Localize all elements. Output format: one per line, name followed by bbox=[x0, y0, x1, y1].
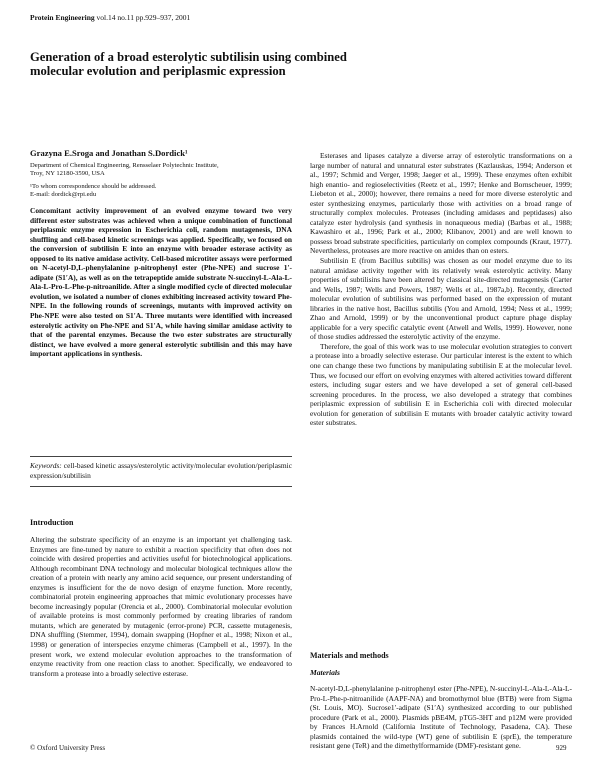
publisher-footer: © Oxford University Press bbox=[30, 744, 106, 752]
correspondence-note bbox=[30, 183, 156, 200]
right-paragraph-1: Esterases and lipases catalyze a diverse array of esterolytic transformations on a large number of natural and unnatural ester substrates (Kazlauskas, 1994; Anderson et al., 1997; Schmid and Verger, 1998; Jaeger et al., 1999). These enzymes often exhibit high enantio- and regioselectivities (Reetz et al., 1997; Henke and Bornscheuer, 1999; Liebeton et al., 2000); however, there remains a need for more diverse esterolytic and ester synthesizing enzymes, particularly those with activities on a broad range of structurally complex molecules. Proteases (including amidases and peptidases) also catalyze ester hydrolysis (and synthesis in nonaqueous media) (Barbas et al., 1988; Kawashiro et al., 1996; Park et al., 2000; Klibanov, 2001) and are well known to possess broad substrate specificities, particularly on complex compounds (Kraut, 1977). Nevertheless, proteases are more reactive on amides than on esters. bbox=[310, 151, 572, 256]
authors: Grazyna E.Sroga and Jonathan S.Dordick¹ bbox=[30, 148, 188, 158]
page-number: 929 bbox=[556, 744, 567, 752]
right-column bbox=[310, 151, 572, 428]
abstract: Concomitant activity improvement of an evolved enzyme toward two very different ester substrates was achieved when a unique combination of functional periplasmic enzyme expression in Escherichia coli, random mutagenesis, DNA shuffling and cell-based kinetic screenings was applied. Specifically, we focused on the conversion of subtilisin E into an enzyme with broader esterase activity as opposed to its native amidase activity. Cell-based microtiter assays were performed on N-acetyl-D,L-phenylalanine p-nitrophenyl ester (Phe-NPE) and sucrose 1′-adipate (S1′A), as well as on the tetrapeptide amide substrate N-succinyl-L-Ala-L-Ala-L-Pro-L-Phe-p-nitroanilide. After a single modified cycle of directed molecular evolution, we isolated a number of clones exhibiting increased activity toward Phe-NPE. In the following rounds of screenings, mutants with improved activity on Phe-NPE were also tested on S1′A. Three mutants were identified with increased esterolytic activity on Phe-NPE and S1′A, while having similar amidase activity to that of the parental enzymes. Because the two ester substrates are structurally distinct, we have evolved a more general esterolytic subtilisin and this may have important applications in synthesis. bbox=[30, 206, 292, 359]
journal-name: Protein Engineering bbox=[30, 13, 95, 22]
right-paragraph-2: Subtilisin E (from Bacillus subtilis) was chosen as our model enzyme due to its natural amidase activity together with its relatively weak esterolytic activity. Many properties of subtilisins have been altered by classical site-directed mutagenesis (Carter and Wells, 1987; Wells and Powers, 1987; Wells et al., 1987a,b). Recently, directed molecular evolution of subtilisins was performed based on the expression of mutant libraries in the native host, Bacillus subtilis (You and Arnold, 1994; Ness et al., 1999; Zhao and Arnold, 1999) or by the unconventional product capture phage display applicable for a very specific catalytic event (Atwell and Wells, 1999). However, none of those studies addressed the esterolytic activity of the enzyme. bbox=[310, 256, 572, 342]
materials-subheading: Materials bbox=[310, 668, 340, 677]
affiliation bbox=[30, 162, 219, 178]
introduction-text: Altering the substrate specificity of an enzyme is an important yet challenging task. Enzymes are fine-tuned by nature to exhibit a reaction specificity that often does not coincide with desired properties and activities useful for biotechnological applications. Although recombinant DNA technology and molecular biological techniques allow the creation of a protein with nearly any amino acid sequence, our present understanding of enzymes is insufficient for the de novo design of enzyme function. More recently, combinatorial protein engineering approaches that mimic evolutionary processes have become increasingly popular (Orencia et al., 2000). Combinatorial molecular evolution of available proteins is most commonly performed by creating libraries of random mutants, which are generated by mutagenic (error-prone) PCR, cassette mutagenesis, DNA shuffling (Stemmer, 1994), domain swapping (Hopfner et al., 1998; Nixon et al., 1998) or generation of interspecies enzyme chimeras (Campbell et al., 1997). In the present work, we extend molecular evolution approaches to the transformation of enzyme reactivity from one reaction class to another. Specifically, we endeavored to transform a protease into a broadly selective esterase. bbox=[30, 535, 292, 678]
introduction-heading: Introduction bbox=[30, 518, 74, 527]
keywords-label: Keywords: bbox=[30, 461, 62, 470]
affiliation-line-1: Department of Chemical Engineering, Rensselaer Polytechnic Institute, bbox=[30, 162, 219, 169]
affiliation-line-2: Troy, NY 12180-3590, USA bbox=[30, 170, 105, 177]
keywords bbox=[30, 461, 292, 480]
methods-heading: Materials and methods bbox=[310, 651, 389, 660]
right-paragraph-3: Therefore, the goal of this work was to use molecular evolution strategies to convert a protease into a broadly selective esterase. Our particular interest is the extent to which one can change these two functions by manipulating subtilisin E at the molecular level. Thus, we focused our effort on evolving enzymes with altered activities toward different esters, including sugar esters and we have developed a set of general cell-based screening procedures. In the process, we also developed a strategy that combines periplasmic expression of subtilisin E in Escherichia coli with directed molecular evolution for generation of subtilisin E mutants with broader catalytic activity toward ester substrates. bbox=[310, 341, 572, 428]
journal-citation: vol.14 no.11 pp.929–937, 2001 bbox=[96, 13, 191, 22]
materials-text: N-acetyl-D,L-phenylalanine p-nitrophenyl ester (Phe-NPE), N-succinyl-L-Ala-L-Ala-L-Pro-L-Phe-p-nitroanilide (AAPF-NA) and bromothymol blue (BTB) were from Sigma (St. Louis, MO). Sucrose1′-adipate (S1′A) synthesized according to our published procedure (Park et al., 2000). Plasmids pBE4M, pTG5-3HT and p12M were provided by Frances H.Arnold (California Institute of Technology, Pasadena, CA). These plasmids contained the wild-type (WT) gene of subtilisin E (sprE), the temperature resistant gene (TeR) and the dimethylformamide (DMF)-resistant gene. bbox=[310, 684, 572, 751]
title-line-2: molecular evolution and periplasmic expression bbox=[30, 64, 286, 78]
journal-header bbox=[30, 13, 190, 22]
title-line-1: Generation of a broad esterolytic subtilisin using combined bbox=[30, 50, 347, 64]
article-title bbox=[30, 50, 450, 78]
correspondence-line: ¹To whom correspondence should be addressed. bbox=[30, 183, 157, 190]
abstract-top-divider bbox=[30, 456, 292, 457]
keywords-text: cell-based kinetic assays/esterolytic activity/molecular evolution/periplasmic expression/subtilisin bbox=[30, 461, 292, 480]
abstract-bottom-divider bbox=[30, 486, 292, 487]
correspondence-email: E-mail: dordick@rpi.edu bbox=[30, 191, 97, 199]
